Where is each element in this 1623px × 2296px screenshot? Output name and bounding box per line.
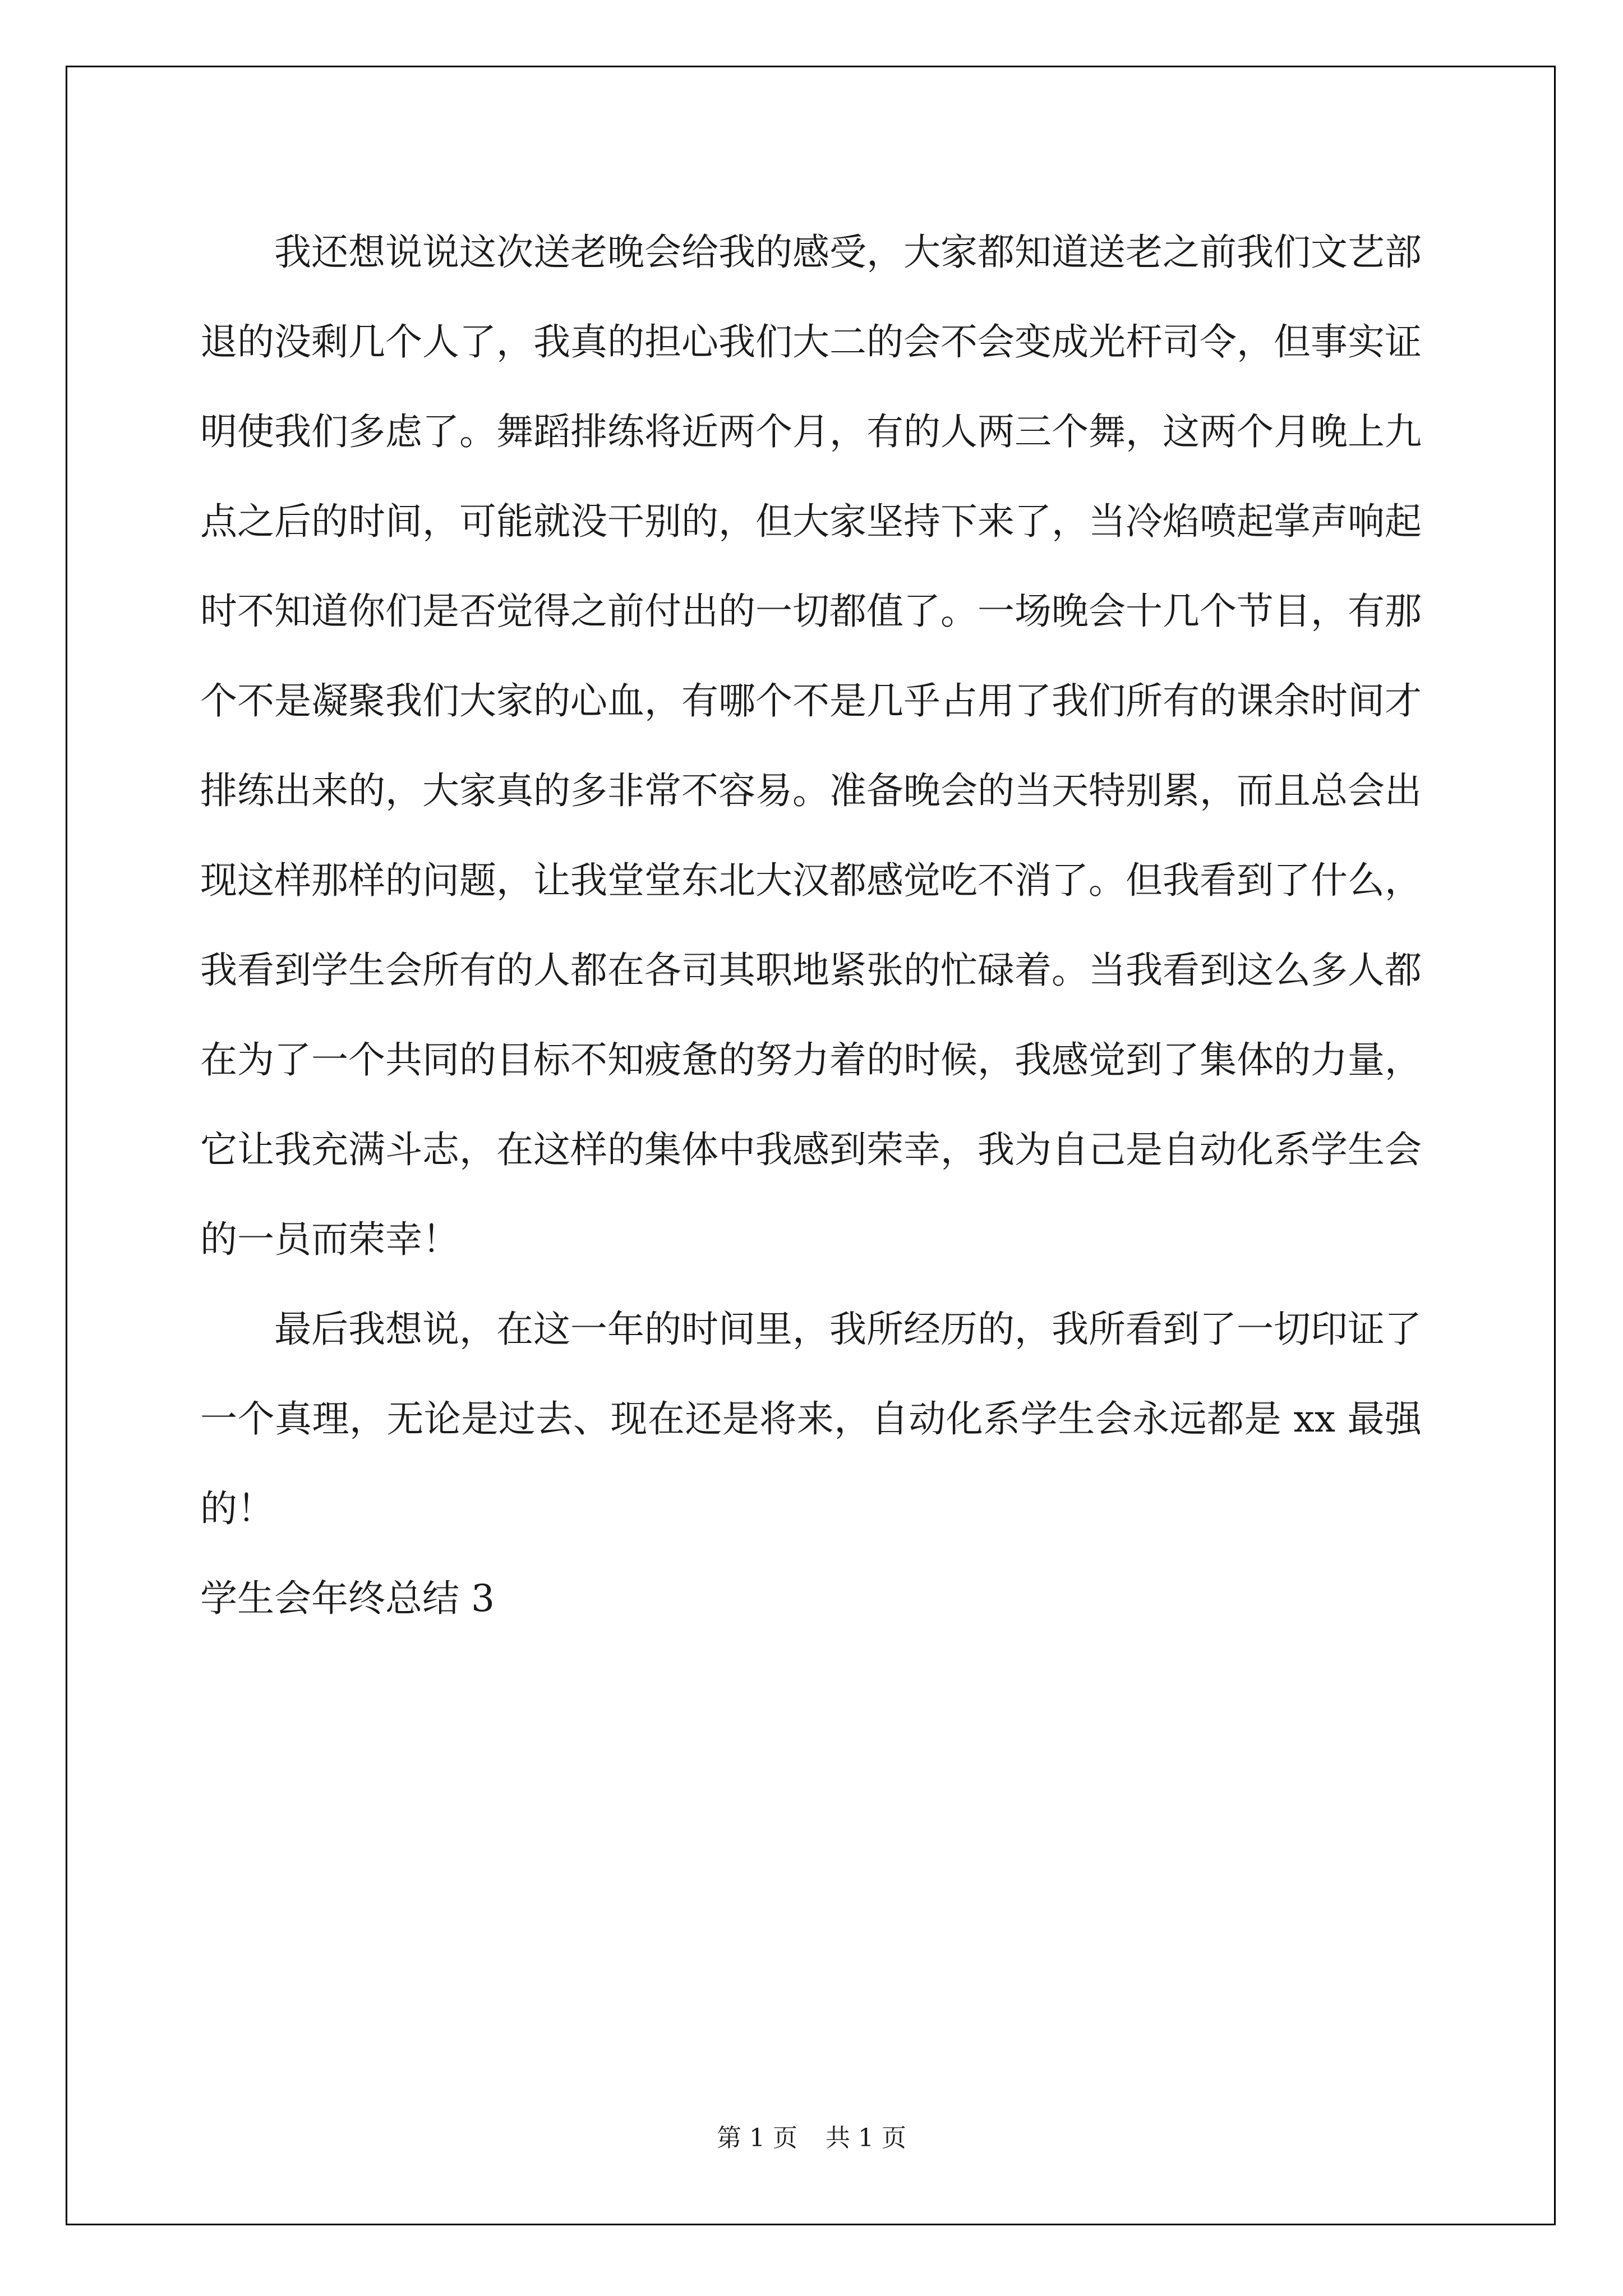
- document-body: [200, 208, 1422, 1644]
- paragraph-2: 最后我想说，在这一年的时间里，我所经历的，我所看到了一切印证了一个真理，无论是过去、现在还是将来，自动化系学生会永远都是 xx 最强的！: [200, 1308, 1422, 1530]
- page-number: 第 1 页: [717, 2124, 797, 2152]
- page-total: 共 1 页: [826, 2124, 906, 2152]
- page-footer: [0, 2118, 1623, 2154]
- section-heading: 学生会年终总结 3: [200, 1577, 495, 1620]
- paragraph-1: 我还想说说这次送老晚会给我的感受，大家都知道送老之前我们文艺部退的没剩几个人了，我真的担心我们大二的会不会变成光杆司令，但事实证明使我们多虑了。舞蹈排练将近两个月，有的人两三个舞，这两个月晚上九点之后的时间，可能就没干别的，但大家坚持下来了，当冷焰喷起掌声响起时不知道你们是否觉得之前付出的一切都值了。一场晚会十几个节目，有那个不是凝聚我们大家的心血，有哪个不是几乎占用了我们所有的课余时间才排练出来的，大家真的多非常不容易。准备晚会的当天特别累，而且总会出现这样那样的问题，让我堂堂东北大汉都感觉吃不消了。但我看到了什么，我看到学生会所有的人都在各司其职地紧张的忙碌着。当我看到这么多人都在为了一个共同的目标不知疲惫的努力着的时候，我感觉到了集体的力量，它让我充满斗志，在这样的集体中我感到荣幸，我为自己是自动化系学生会的一员而荣幸！: [200, 231, 1422, 1261]
